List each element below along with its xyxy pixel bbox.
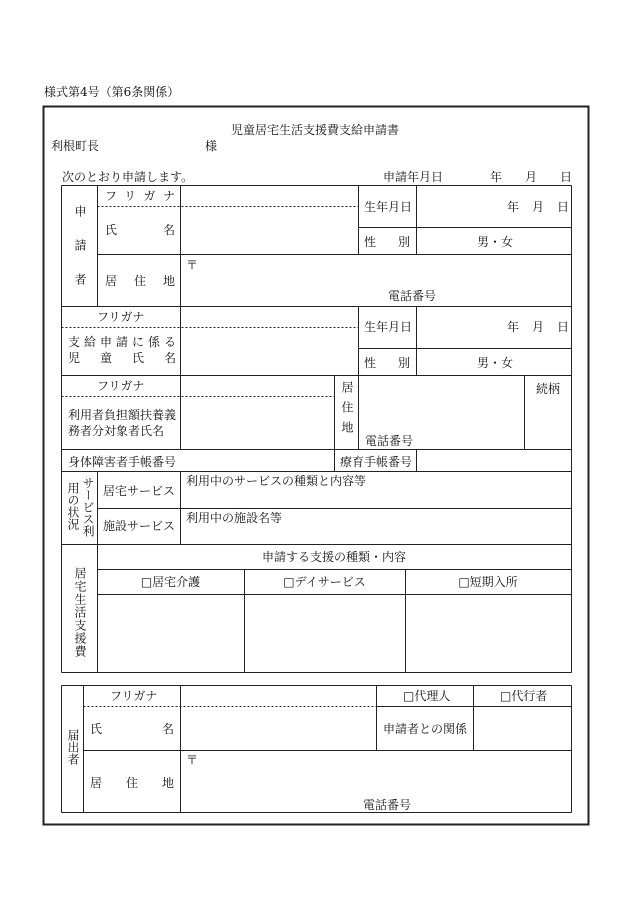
applicant-gender-label: 性別 bbox=[364, 235, 410, 249]
home-service-label: 居宅サービス bbox=[103, 484, 176, 498]
child-birthdate-label: 生年月日 bbox=[364, 320, 413, 334]
notifier-address-label: 居住地 bbox=[90, 776, 174, 790]
applicant-name-label: 氏名 bbox=[105, 223, 175, 237]
application-date-year: 年 bbox=[490, 170, 503, 184]
child-birth-day: 日 bbox=[557, 320, 570, 334]
service-usage-label-col1: サービス利 bbox=[81, 477, 95, 537]
child-name-label-line2: 児童氏名 bbox=[68, 351, 176, 365]
child-birth-year: 年 bbox=[507, 320, 520, 334]
notifier-phone-label: 電話番号 bbox=[363, 798, 412, 812]
dependent-relation-label: 続柄 bbox=[536, 382, 561, 396]
applicant-section-label: 申請者 bbox=[73, 205, 87, 307]
applicant-birth-year: 年 bbox=[507, 200, 520, 214]
service-usage-label-col2: 用の状況 bbox=[66, 482, 80, 530]
child-name-label-line1: 支給申請に係る bbox=[68, 335, 176, 349]
notifier-name-label: 氏名 bbox=[90, 722, 174, 736]
home-service-note: 利用中のサービスの種類と内容等 bbox=[186, 474, 367, 488]
applicant-birthdate-label: 生年月日 bbox=[364, 200, 413, 214]
support-section-label: 居宅生活支援費 bbox=[73, 567, 87, 658]
dependent-address-label: 居住地 bbox=[340, 381, 354, 441]
dependent-name-label-line1: 利用者負担額扶養義 bbox=[68, 408, 177, 422]
notifier-proxy-checkbox[interactable]: □代行者 bbox=[500, 689, 548, 703]
applicant-gender-options: 男・女 bbox=[477, 235, 514, 249]
applicant-postal-mark: 〒 bbox=[186, 258, 199, 272]
honorific: 様 bbox=[205, 139, 218, 153]
support-option-short-stay: □短期入所 bbox=[458, 575, 518, 589]
child-furigana-label: フリガナ bbox=[97, 310, 145, 324]
child-gender-label: 性別 bbox=[364, 356, 410, 370]
notifier-relation-label: 申請者との関係 bbox=[383, 722, 468, 736]
support-header: 申請する支援の種類・内容 bbox=[261, 550, 406, 564]
rehab-handbook-label: 療育手帳番号 bbox=[340, 455, 413, 469]
support-option-home-care: □居宅介護 bbox=[140, 575, 201, 589]
child-gender-options: 男・女 bbox=[477, 356, 514, 370]
applicant-address-label: 居住地 bbox=[105, 274, 175, 288]
application-date-label: 申請年月日 bbox=[383, 170, 444, 184]
dependent-furigana-label: フリガナ bbox=[97, 379, 145, 393]
form-title: 児童居宅生活支援費支給申請書 bbox=[230, 123, 399, 137]
notifier-furigana-label: フリガナ bbox=[110, 689, 158, 703]
applicant-birth-month: 月 bbox=[532, 200, 545, 214]
notifier-postal-mark: 〒 bbox=[186, 753, 199, 767]
child-birth-month: 月 bbox=[532, 320, 545, 334]
dependent-phone-label: 電話番号 bbox=[365, 434, 414, 448]
physical-handbook-label: 身体障害者手帳番号 bbox=[68, 455, 177, 469]
applicant-birth-day: 日 bbox=[557, 200, 570, 214]
notifier-section-label: 届出者 bbox=[66, 729, 80, 765]
notifier-agent-checkbox[interactable]: □代理人 bbox=[403, 689, 451, 703]
intro-text: 次のとおり申請します。 bbox=[62, 170, 194, 184]
applicant-furigana-label: フリガナ bbox=[105, 189, 175, 203]
application-date-month: 月 bbox=[525, 170, 538, 184]
dependent-name-label-line2: 務者分対象者氏名 bbox=[68, 424, 165, 438]
form-number: 様式第4号（第6条関係） bbox=[44, 85, 180, 99]
support-option-day-service: □デイサービス bbox=[283, 575, 366, 589]
facility-service-label: 施設サービス bbox=[103, 519, 176, 533]
applicant-phone-label: 電話番号 bbox=[388, 289, 437, 303]
addressee: 利根町長 bbox=[51, 139, 100, 153]
application-date-day: 日 bbox=[560, 170, 573, 184]
facility-service-note: 利用中の施設名等 bbox=[186, 511, 283, 525]
